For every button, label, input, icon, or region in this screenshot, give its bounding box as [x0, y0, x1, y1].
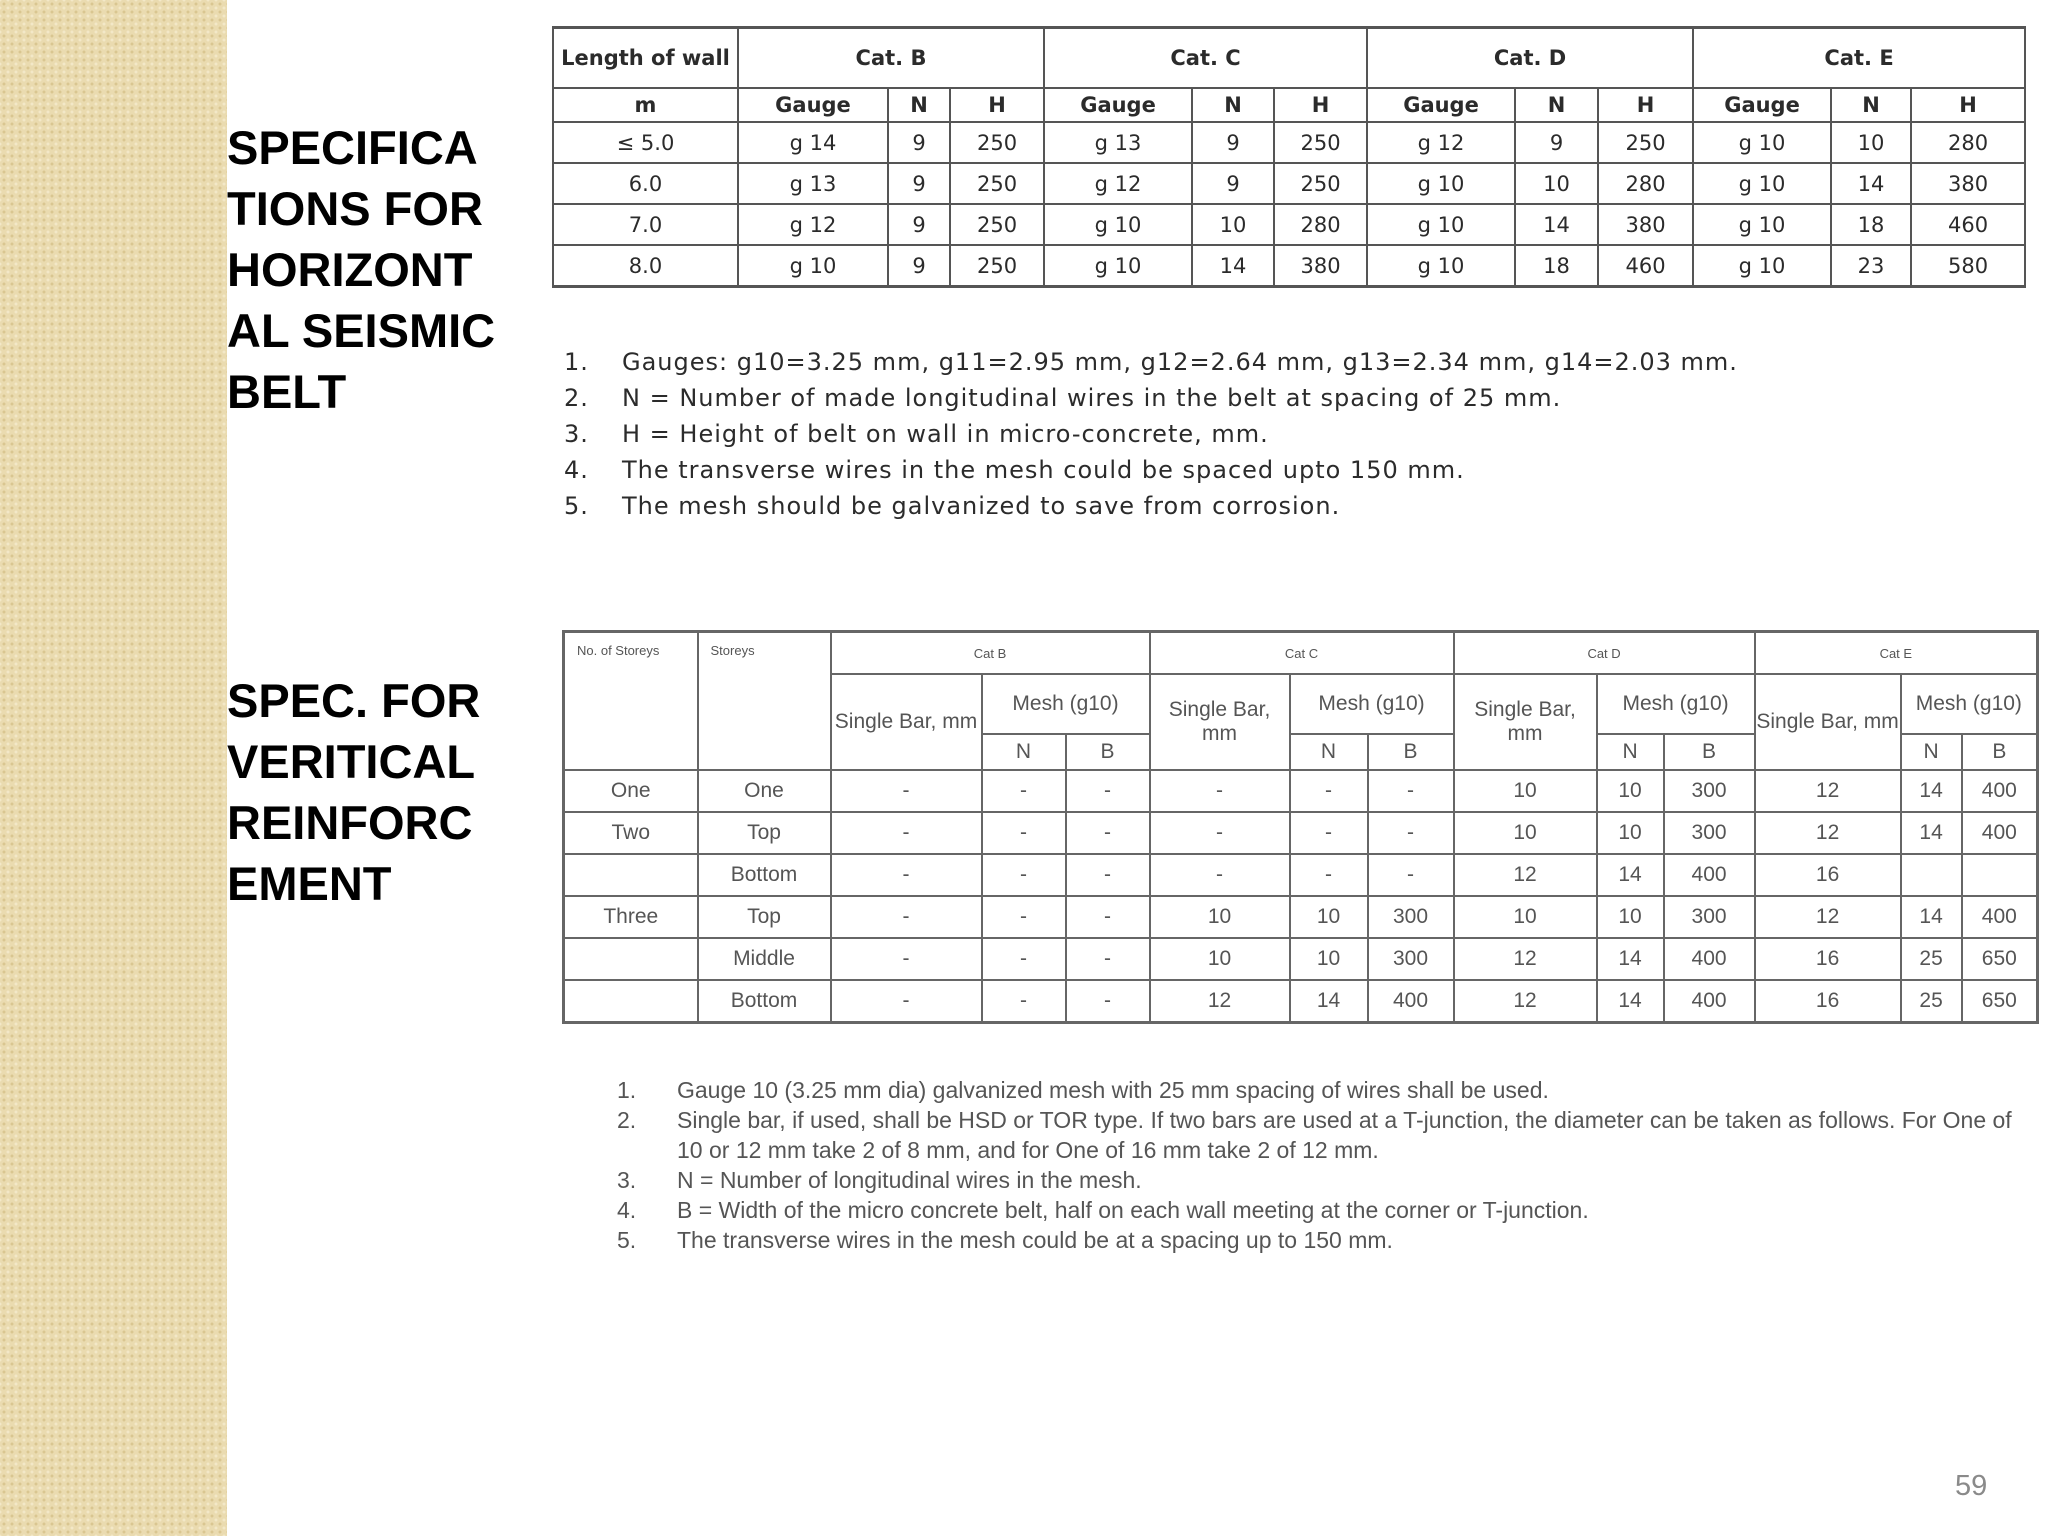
table-cell: -: [1150, 770, 1290, 812]
table-cell: -: [982, 770, 1066, 812]
table-cell: 10: [1150, 896, 1290, 938]
table-header-mesh: Mesh (g10): [1901, 674, 2038, 734]
table-cell: 400: [1368, 980, 1454, 1023]
table-cell: [564, 980, 698, 1023]
table-cell: g 10: [1367, 163, 1515, 204]
table-cell: g 12: [1044, 163, 1192, 204]
note-number: 5.: [617, 1227, 637, 1253]
note-item: [617, 1165, 2017, 1195]
table-cell: 300: [1368, 938, 1454, 980]
table-cell: 380: [1274, 245, 1367, 287]
table-cell: 14: [1901, 770, 1962, 812]
note-item: [564, 488, 1904, 524]
table-cell: -: [982, 980, 1066, 1023]
table-cell: 16: [1755, 854, 1901, 896]
table-cell: -: [1066, 812, 1150, 854]
table-header-single-bar: Single Bar, mm: [831, 674, 982, 770]
table-header-h: H: [1911, 88, 2025, 122]
note-item: [617, 1105, 2017, 1165]
table-row: [564, 854, 2038, 896]
table-header-gauge: Gauge: [1693, 88, 1831, 122]
table-header-single-bar: Single Bar, mm: [1454, 674, 1597, 770]
table-cell: 14: [1597, 980, 1664, 1023]
note-text: H = Height of belt on wall in micro-concrete, mm.: [622, 420, 1269, 448]
table-cell: g 10: [1367, 245, 1515, 287]
note-item: [564, 452, 1904, 488]
table-cell: 400: [1962, 770, 2038, 812]
table-cell: g 13: [738, 163, 888, 204]
table-cell: 300: [1368, 896, 1454, 938]
table-cell: -: [1150, 854, 1290, 896]
table-cell: g 12: [1367, 122, 1515, 163]
table-cell: One: [564, 770, 698, 812]
table-cell: 25: [1901, 938, 1962, 980]
note-text: The transverse wires in the mesh could be at a spacing up to 150 mm.: [677, 1227, 1393, 1253]
table-header-b: B: [1962, 734, 2038, 770]
table-header-unit: m: [553, 88, 738, 122]
table-cell: 10: [1454, 770, 1597, 812]
table-cell: 14: [1597, 938, 1664, 980]
table-cell: 460: [1598, 245, 1693, 287]
table-cell: Top: [698, 896, 831, 938]
note-item: [617, 1075, 2017, 1105]
note-number: 3.: [617, 1167, 637, 1193]
table-cell: 16: [1755, 938, 1901, 980]
note-number: 1.: [564, 348, 589, 376]
table-row: [564, 812, 2038, 854]
table-cell: g 10: [738, 245, 888, 287]
table-row: [553, 163, 2025, 204]
table-cell: g 10: [1693, 204, 1831, 245]
table-cell: 580: [1911, 245, 2025, 287]
table-cell: 12: [1150, 980, 1290, 1023]
table-cell: 250: [1598, 122, 1693, 163]
table-cell: -: [1290, 854, 1368, 896]
table-header-b: B: [1066, 734, 1150, 770]
table-cell: -: [1290, 770, 1368, 812]
table-cell: 12: [1755, 896, 1901, 938]
table-header-h: H: [1598, 88, 1693, 122]
table-header-b: B: [1664, 734, 1755, 770]
note-item: [617, 1225, 2017, 1255]
table-cell: -: [1066, 938, 1150, 980]
table-header-category: Cat E: [1755, 632, 2038, 675]
table-header-no-of-storeys: No. of Storeys: [564, 632, 698, 771]
table-cell: 400: [1664, 938, 1755, 980]
table-cell: -: [831, 938, 982, 980]
note-item: [617, 1195, 2017, 1225]
table-cell: -: [831, 896, 982, 938]
table-cell: 9: [1192, 163, 1274, 204]
table-cell: 14: [1515, 204, 1598, 245]
title-horizontal-seismic-belt: SPECIFICA TIONS FOR HORIZONT AL SEISMIC BELT: [227, 121, 496, 418]
table-cell: Middle: [698, 938, 831, 980]
table-cell: ≤ 5.0: [553, 122, 738, 163]
table-cell: Top: [698, 812, 831, 854]
table-cell: 10: [1192, 204, 1274, 245]
note-text: The mesh should be galvanized to save from corrosion.: [622, 492, 1341, 520]
table-cell: [564, 854, 698, 896]
table-cell: 14: [1192, 245, 1274, 287]
table-row: [553, 245, 2025, 287]
table-cell: -: [1066, 896, 1150, 938]
table-cell: g 13: [1044, 122, 1192, 163]
table-cell: -: [831, 980, 982, 1023]
table-cell: 10: [1290, 896, 1368, 938]
table-cell: 9: [888, 163, 950, 204]
table-cell: 14: [1901, 812, 1962, 854]
note-text: B = Width of the micro concrete belt, half on each wall meeting at the corner or T-junction.: [677, 1197, 1589, 1223]
note-text: Single bar, if used, shall be HSD or TOR type. If two bars are used at a T-junction, the diameter can be taken as follows. For One of 10 or 12 mm take 2 of 8 mm, and for One of 16 mm take 2 of 12 mm.: [677, 1107, 2012, 1163]
note-number: 3.: [564, 420, 589, 448]
table-cell: Two: [564, 812, 698, 854]
table-cell: 10: [1515, 163, 1598, 204]
table-header-category: Cat B: [831, 632, 1150, 675]
table-header-storeys: Storeys: [698, 632, 831, 771]
table-cell: 280: [1911, 122, 2025, 163]
table-cell: 9: [1515, 122, 1598, 163]
table-header-single-bar: Single Bar, mm: [1150, 674, 1290, 770]
table-cell: -: [1066, 980, 1150, 1023]
table-header-gauge: Gauge: [738, 88, 888, 122]
table-row: [564, 938, 2038, 980]
page-number: 59: [1955, 1470, 1988, 1502]
table-cell: 10: [1831, 122, 1911, 163]
table-cell: -: [831, 854, 982, 896]
table-cell: 12: [1454, 980, 1597, 1023]
horizontal-belt-notes: [564, 344, 1904, 524]
table-cell: g 10: [1693, 163, 1831, 204]
note-number: 4.: [564, 456, 589, 484]
table-cell: [1962, 854, 2038, 896]
note-number: 5.: [564, 492, 589, 520]
note-item: [564, 380, 1904, 416]
table-cell: -: [831, 770, 982, 812]
table-cell: 9: [888, 204, 950, 245]
table-cell: Three: [564, 896, 698, 938]
table-cell: 300: [1664, 770, 1755, 812]
table-cell: -: [1066, 854, 1150, 896]
table-header-mesh: Mesh (g10): [982, 674, 1150, 734]
table-row: [564, 770, 2038, 812]
table-cell: 400: [1962, 812, 2038, 854]
table-cell: 250: [950, 204, 1044, 245]
table-cell: 300: [1664, 812, 1755, 854]
table-cell: 10: [1597, 812, 1664, 854]
table-cell: g 10: [1693, 122, 1831, 163]
table-cell: 400: [1664, 980, 1755, 1023]
table-cell: 12: [1755, 770, 1901, 812]
table-cell: -: [1290, 812, 1368, 854]
table-cell: -: [1066, 770, 1150, 812]
note-text: N = Number of made longitudinal wires in the belt at spacing of 25 mm.: [622, 384, 1562, 412]
note-text: N = Number of longitudinal wires in the mesh.: [677, 1167, 1142, 1193]
table-header-category: Cat. D: [1367, 28, 1693, 89]
table-cell: [1901, 854, 1962, 896]
table-header-category: Cat. E: [1693, 28, 2025, 89]
table-header-category: Cat D: [1454, 632, 1755, 675]
note-number: 1.: [617, 1077, 637, 1103]
vertical-reinforcement-notes: [617, 1075, 2017, 1255]
table-cell: 380: [1598, 204, 1693, 245]
table-cell: -: [1368, 770, 1454, 812]
table-cell: 300: [1664, 896, 1755, 938]
vertical-reinforcement-table: [562, 630, 2039, 1024]
table-header-h: H: [1274, 88, 1367, 122]
table-cell: 10: [1597, 770, 1664, 812]
table-cell: 400: [1962, 896, 2038, 938]
table-cell: 380: [1911, 163, 2025, 204]
table-cell: g 10: [1044, 245, 1192, 287]
table-cell: 280: [1274, 204, 1367, 245]
table-row: [553, 204, 2025, 245]
title-vertical-reinforcement: SPEC. FOR VERITICAL REINFORC EMENT: [227, 674, 481, 910]
table-header-n: N: [1901, 734, 1962, 770]
table-header-n: N: [1290, 734, 1368, 770]
table-row: [553, 122, 2025, 163]
table-header-gauge: Gauge: [1044, 88, 1192, 122]
table-header-n: N: [1831, 88, 1911, 122]
table-cell: 9: [888, 245, 950, 287]
table-cell: 250: [950, 163, 1044, 204]
table-cell: g 14: [738, 122, 888, 163]
table-cell: 7.0: [553, 204, 738, 245]
table-cell: -: [982, 896, 1066, 938]
table-cell: 10: [1454, 812, 1597, 854]
table-row: [564, 896, 2038, 938]
horizontal-belt-table: [552, 26, 2026, 288]
table-header-n: N: [888, 88, 950, 122]
table-cell: 10: [1150, 938, 1290, 980]
table-cell: Bottom: [698, 854, 831, 896]
table-header-n: N: [1597, 734, 1664, 770]
table-cell: -: [1368, 854, 1454, 896]
table-header-length-of-wall: Length of wall: [553, 28, 738, 89]
table-cell: 650: [1962, 980, 2038, 1023]
table-cell: 400: [1664, 854, 1755, 896]
table-header-b: B: [1368, 734, 1454, 770]
table-cell: 9: [888, 122, 950, 163]
table-cell: 18: [1515, 245, 1598, 287]
note-item: [564, 416, 1904, 452]
table-cell: 10: [1290, 938, 1368, 980]
table-cell: g 12: [738, 204, 888, 245]
note-text: The transverse wires in the mesh could be spaced upto 150 mm.: [622, 456, 1465, 484]
table-cell: 10: [1454, 896, 1597, 938]
decorative-sidebar: [0, 0, 227, 1536]
table-header-h: H: [950, 88, 1044, 122]
table-cell: 6.0: [553, 163, 738, 204]
table-cell: -: [982, 938, 1066, 980]
table-cell: 8.0: [553, 245, 738, 287]
table-cell: One: [698, 770, 831, 812]
table-cell: 12: [1454, 938, 1597, 980]
table-header-mesh: Mesh (g10): [1290, 674, 1454, 734]
table-cell: 14: [1901, 896, 1962, 938]
note-item: [564, 344, 1904, 380]
note-number: 2.: [564, 384, 589, 412]
table-cell: g 10: [1367, 204, 1515, 245]
table-cell: 25: [1901, 980, 1962, 1023]
table-cell: g 10: [1693, 245, 1831, 287]
table-cell: [564, 938, 698, 980]
note-number: 4.: [617, 1197, 637, 1223]
table-cell: -: [982, 812, 1066, 854]
table-header-n: N: [1515, 88, 1598, 122]
note-text: Gauge 10 (3.25 mm dia) galvanized mesh with 25 mm spacing of wires shall be used.: [677, 1077, 1549, 1103]
table-cell: g 10: [1044, 204, 1192, 245]
table-cell: 10: [1597, 896, 1664, 938]
table-cell: 14: [1290, 980, 1368, 1023]
table-cell: Bottom: [698, 980, 831, 1023]
table-cell: 14: [1831, 163, 1911, 204]
table-cell: 18: [1831, 204, 1911, 245]
table-cell: 250: [950, 245, 1044, 287]
table-cell: 650: [1962, 938, 2038, 980]
table-cell: 250: [1274, 122, 1367, 163]
table-header-category: Cat. B: [738, 28, 1044, 89]
table-header-n: N: [1192, 88, 1274, 122]
table-row: [564, 980, 2038, 1023]
note-number: 2.: [617, 1107, 637, 1133]
table-header-mesh: Mesh (g10): [1597, 674, 1755, 734]
table-cell: 250: [1274, 163, 1367, 204]
table-cell: 250: [950, 122, 1044, 163]
table-cell: 9: [1192, 122, 1274, 163]
table-cell: 460: [1911, 204, 2025, 245]
table-header-single-bar: Single Bar, mm: [1755, 674, 1901, 770]
table-cell: -: [831, 812, 982, 854]
table-cell: -: [1150, 812, 1290, 854]
table-header-n: N: [982, 734, 1066, 770]
table-cell: -: [982, 854, 1066, 896]
table-cell: 23: [1831, 245, 1911, 287]
table-header-category: Cat C: [1150, 632, 1454, 675]
note-text: Gauges: g10=3.25 mm, g11=2.95 mm, g12=2.64 mm, g13=2.34 mm, g14=2.03 mm.: [622, 348, 1738, 376]
table-cell: -: [1368, 812, 1454, 854]
table-cell: 16: [1755, 980, 1901, 1023]
table-cell: 12: [1454, 854, 1597, 896]
table-header-category: Cat. C: [1044, 28, 1367, 89]
table-cell: 14: [1597, 854, 1664, 896]
table-header-gauge: Gauge: [1367, 88, 1515, 122]
table-cell: 280: [1598, 163, 1693, 204]
table-cell: 12: [1755, 812, 1901, 854]
